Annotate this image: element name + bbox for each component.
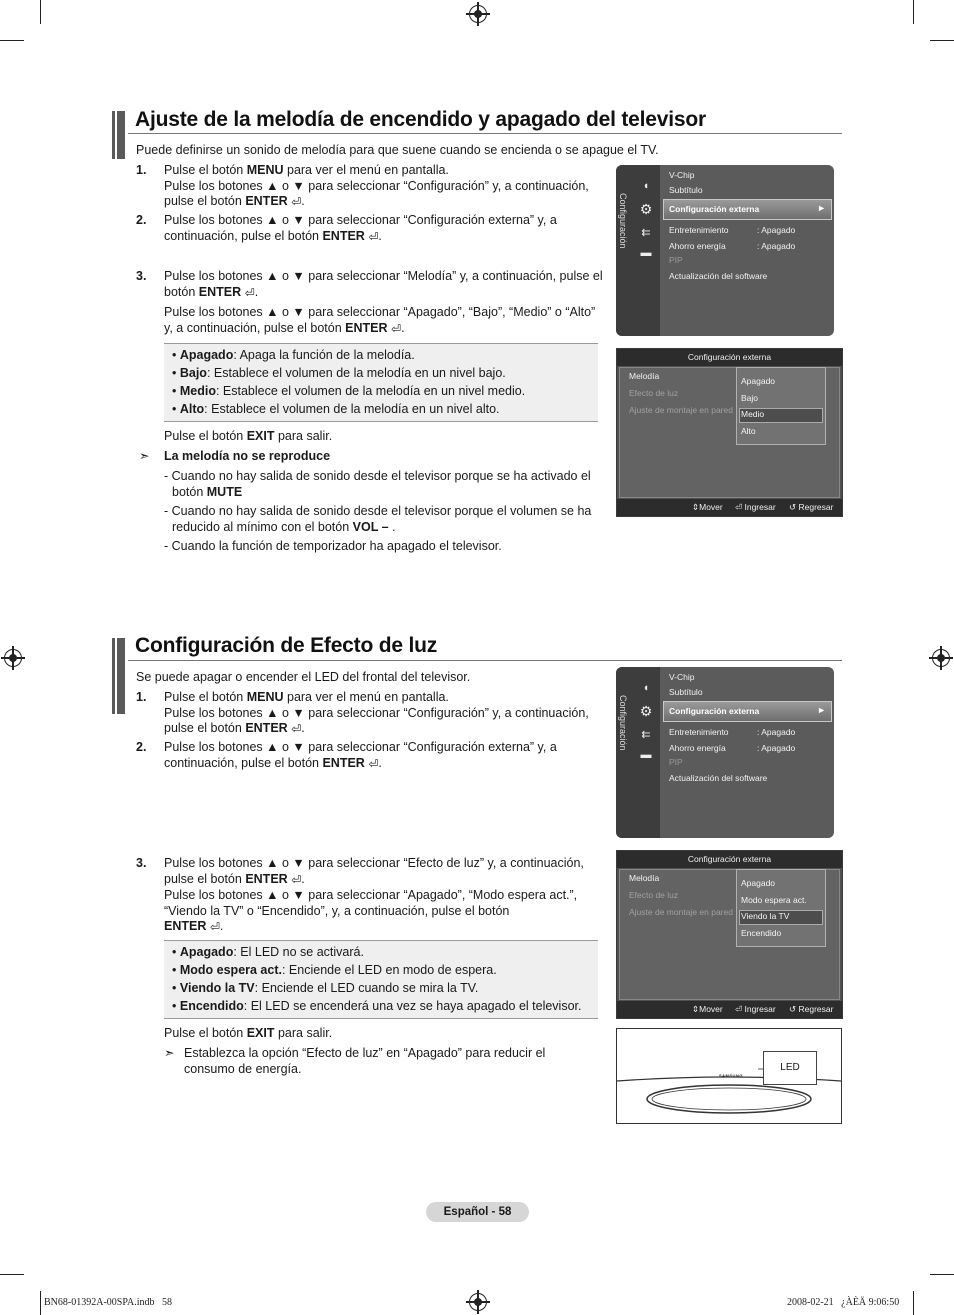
registration-mark-left (4, 649, 22, 667)
options-box (164, 940, 598, 1019)
menu-item-selected[interactable]: Configuración externa ► (663, 701, 832, 722)
section2-title: Configuración de Efecto de luz (135, 634, 438, 657)
dropdown-option[interactable]: Modo espera act. (741, 895, 807, 905)
step-text: Pulse el botón MENU para ver el menú en pantalla. Pulse los botones ▲ o ▼ para seleccionar “Configuración” y, a continuación, pulse el botón ENTER ⏎. (164, 163, 589, 209)
note-arrow-icon: ➣ (164, 1046, 175, 1060)
menu-item-subtitulo[interactable]: Subtítulo (669, 687, 703, 697)
note-arrow-icon: ➣ (139, 449, 150, 463)
step-number: 2. (136, 213, 147, 227)
dropdown-option-selected[interactable]: Viendo la TV (741, 911, 790, 921)
bullet-item: • Apagado: El LED no se activará. (172, 945, 364, 959)
bullet-item: • Viendo la TV: Enciende el LED cuando se mira la TV. (172, 981, 479, 995)
bullet-item: • Encendido: El LED se encenderá una vez se haya apagado el televisor. (172, 999, 582, 1013)
submenu-header: Configuración externa (617, 349, 842, 366)
submenu-item-melodia[interactable]: Melodía (629, 873, 660, 883)
osd-external-config (616, 850, 843, 1019)
menu-item-actualizacion[interactable]: Actualización del software (669, 271, 768, 281)
picture-icon: ◖ (642, 180, 650, 192)
input-icon: ⇇ (641, 227, 651, 239)
menu-side-label: Configuración (618, 695, 628, 751)
section1-rule (128, 133, 842, 134)
menu-value: : Apagado (757, 241, 796, 251)
section1-title: Ajuste de la melodía de encendido y apagado del televisor (135, 108, 706, 131)
menu-item-subtitulo[interactable]: Subtítulo (669, 185, 703, 195)
enter-icon: ⏎ (368, 229, 379, 244)
note-title: La melodía no se reproduce (164, 449, 331, 463)
move-hint: ⇕Mover (692, 502, 723, 512)
enter-icon: ⏎ (291, 722, 302, 736)
menu-item-entretenimiento[interactable]: Entretenimiento (669, 225, 729, 235)
enter-icon: ⏎ (391, 321, 402, 336)
dropdown-option-selected[interactable]: Medio (741, 409, 765, 419)
menu-item-vchip[interactable]: V-Chip (669, 170, 695, 180)
menu-item-pip: PIP (669, 757, 683, 767)
dropdown-option[interactable]: Alto (741, 426, 756, 436)
bullet-item: • Modo espera act.: Enciende el LED en modo de espera. (172, 963, 497, 977)
arrow-right-icon: ► (817, 705, 826, 715)
menu-item-selected[interactable]: Configuración externa ► (663, 199, 832, 220)
submenu-item-melodia[interactable]: Melodía (629, 371, 660, 381)
print-footer-right: 2008-02-21 ¿ÀÈÄ 9:06:50 (787, 1297, 900, 1308)
exit-instruction: Pulse el botón EXIT para salir. (164, 429, 333, 443)
step-text: Pulse los botones ▲ o ▼ para seleccionar “Configuración externa” y, a continuación, pulse el botón ENTER ⏎. (164, 213, 557, 244)
picture-icon: ◖ (642, 682, 650, 694)
options-box (164, 343, 598, 422)
led-label: LED (763, 1051, 817, 1085)
registration-mark-right (932, 649, 950, 667)
dropdown-option[interactable]: Bajo (741, 393, 759, 403)
step-number: 1. (136, 163, 147, 177)
gear-icon: ⚙ (639, 201, 653, 217)
enter-icon: ⏎ (244, 285, 255, 300)
step-number: 3. (136, 269, 147, 283)
section2-intro: Se puede apagar o encender el LED del frontal del televisor. (136, 670, 471, 684)
submenu-item-efecto[interactable]: Efecto de luz (629, 890, 679, 900)
menu-value: : Apagado (757, 727, 796, 737)
section-marker (112, 111, 125, 159)
menu-item-actualizacion[interactable]: Actualización del software (669, 773, 768, 783)
enter-icon: ⏎ (291, 872, 302, 887)
bullet-item: • Bajo: Establece el volumen de la melodía en un nivel bajo. (172, 366, 506, 380)
submenu-item-montaje[interactable]: Ajuste de montaje en pared (629, 907, 733, 917)
input-icon: ⇇ (641, 729, 651, 741)
gear-icon: ⚙ (639, 703, 653, 719)
enter-icon: ⏎ (291, 195, 302, 209)
bullet-item: • Medio: Establece el volumen de la melodía en un nivel medio. (172, 384, 526, 398)
section2-rule (128, 660, 842, 661)
step-number: 1. (136, 690, 147, 704)
osd-setup-menu (616, 667, 834, 838)
registration-mark-top (469, 5, 487, 23)
move-hint: ⇕Mover (692, 1004, 723, 1014)
dropdown-option[interactable]: Apagado (741, 376, 776, 386)
enter-icon: ⏎ (368, 756, 379, 771)
exit-instruction: Pulse el botón EXIT para salir. (164, 1026, 333, 1040)
print-footer-left: BN68-01392A-00SPA.indb 58 (44, 1297, 172, 1308)
menu-item-entretenimiento[interactable]: Entretenimiento (669, 727, 729, 737)
registration-mark-bottom (469, 1293, 487, 1311)
melody-dropdown[interactable] (736, 367, 826, 445)
return-hint: ↺ Regresar (789, 1004, 834, 1014)
step-text: Pulse los botones ▲ o ▼ para seleccionar “Efecto de luz” y, a continuación, pulse el botón ENTER ⏎. Pulse los botones ▲ o ▼ para seleccionar “Apagado”, “Modo espera act.”, “Viendo la TV” o “Encendido”, y, a continuación, pulse el botón ENTER ⏎. (164, 856, 584, 934)
light-effect-dropdown[interactable] (736, 869, 826, 947)
return-hint: ↺ Regresar (789, 502, 834, 512)
step-text: Pulse el botón MENU para ver el menú en pantalla. Pulse los botones ▲ o ▼ para seleccionar “Configuración” y, a continuación, pulse el botón ENTER ⏎. (164, 690, 589, 736)
step-number: 2. (136, 740, 147, 754)
enter-icon: ⏎ (209, 920, 220, 934)
application-icon: ▬ (640, 749, 652, 761)
tv-led-illustration (616, 1028, 842, 1124)
page-number: Español - 58 (426, 1202, 529, 1222)
arrow-right-icon: ► (817, 203, 826, 213)
dropdown-option[interactable]: Encendido (741, 928, 782, 938)
menu-value: : Apagado (757, 225, 796, 235)
note-text: Establezca la opción “Efecto de luz” en “Apagado” para reducir el consumo de energía. (184, 1046, 546, 1076)
menu-item-pip: PIP (669, 255, 683, 265)
menu-item-ahorro[interactable]: Ahorro energía (669, 743, 726, 753)
bullet-item: • Apagado: Apaga la función de la melodía. (172, 348, 415, 362)
dropdown-option[interactable]: Apagado (741, 878, 776, 888)
step-text: Pulse los botones ▲ o ▼ para seleccionar “Melodía” y, a continuación, pulse el botón ENTER ⏎. Pulse los botones ▲ o ▼ para seleccionar “Apagado”, “Bajo”, “Medio” o “Alto” y, a continuación, pulse el botón ENTER ⏎. (164, 269, 603, 336)
note-text: - Cuando no hay salida de sonido desde el televisor porque se ha activado el botón MUTE - Cuando no hay salida de sonido desde el televisor porque el volumen se ha reducido al mínimo con el botón VOL – . - Cuando la función de temporizador ha apagado el televisor. (164, 469, 592, 553)
osd-setup-menu (616, 165, 834, 336)
menu-item-vchip[interactable]: V-Chip (669, 672, 695, 682)
tv-brand: SAMSUNG (719, 1073, 743, 1078)
menu-value: : Apagado (757, 743, 796, 753)
submenu-header: Configuración externa (617, 851, 842, 868)
submenu-item-montaje[interactable]: Ajuste de montaje en pared (629, 405, 733, 415)
menu-item-ahorro[interactable]: Ahorro energía (669, 241, 726, 251)
section-marker (112, 638, 125, 714)
bullet-item: • Alto: Establece el volumen de la melodía en un nivel alto. (172, 402, 500, 416)
submenu-item-efecto[interactable]: Efecto de luz (629, 388, 679, 398)
enter-hint: ⏎ Ingresar (735, 502, 776, 512)
section1-intro: Puede definirse un sonido de melodía para que suene cuando se encienda o se apague el TV. (136, 143, 659, 157)
enter-hint: ⏎ Ingresar (735, 1004, 776, 1014)
application-icon: ▬ (640, 247, 652, 259)
menu-side-label: Configuración (618, 193, 628, 249)
step-number: 3. (136, 856, 147, 870)
osd-external-config (616, 348, 843, 517)
step-text: Pulse los botones ▲ o ▼ para seleccionar “Configuración externa” y, a continuación, pulse el botón ENTER ⏎. (164, 740, 557, 771)
